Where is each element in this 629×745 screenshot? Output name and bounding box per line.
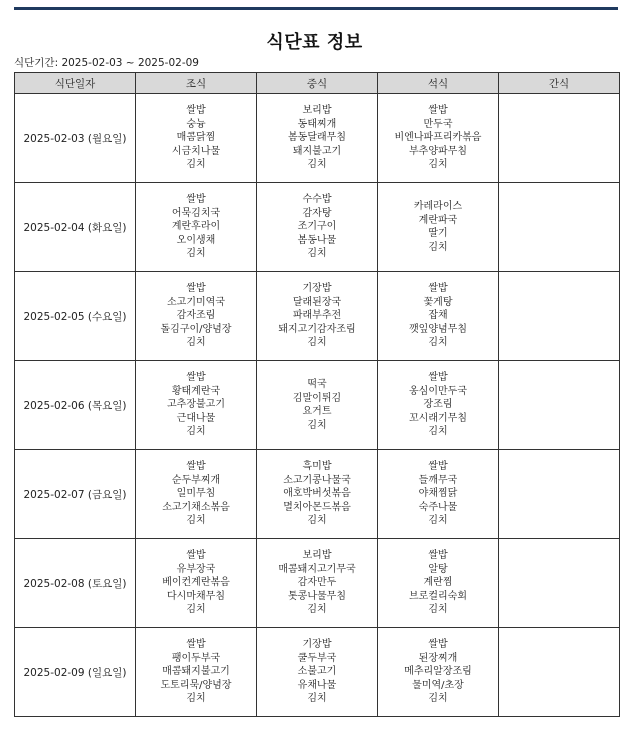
menu-item: 동태찌개	[297, 118, 337, 130]
snack-cell	[499, 361, 620, 450]
menu-item: 야채찜닭	[418, 488, 458, 500]
menu-item: 매콤돼지불고기	[162, 666, 230, 678]
breakfast-cell	[136, 272, 257, 361]
menu-item: 톳콩나물무침	[288, 590, 346, 602]
meal-table	[14, 72, 620, 717]
menu-item: 김치	[428, 159, 448, 171]
menu-item: 떡국	[307, 379, 327, 390]
menu-item: 기장밥	[302, 283, 332, 295]
menu-item: 김치	[428, 515, 448, 527]
menu-item: 근대나물	[176, 412, 216, 424]
menu-item: 김치	[307, 515, 327, 527]
menu-item: 김치	[186, 426, 206, 438]
menu-item: 알탕	[428, 563, 448, 575]
dinner-cell	[378, 450, 499, 539]
menu-item: 김치	[428, 337, 448, 349]
menu-item: 매콤돼지고기무국	[278, 563, 356, 575]
menu-item: 꽃게탕	[423, 296, 453, 308]
table-row	[15, 361, 620, 450]
menu-item: 소고기미역국	[167, 296, 225, 308]
top-rule	[14, 7, 618, 10]
date-cell: 2025-02-06 (목요일)	[15, 361, 136, 450]
menu-item: 요거트	[302, 406, 332, 417]
menu-item: 장조림	[423, 399, 453, 411]
menu-item: 수수밥	[302, 194, 332, 206]
menu-item: 꼬시래기무침	[409, 412, 467, 424]
menu-item: 도토리묵/양념장	[160, 679, 232, 691]
menu-item: 김치	[307, 419, 327, 431]
menu-item: 쌀밥	[186, 194, 206, 206]
menu-item: 매콤닭찜	[176, 132, 216, 144]
lunch-cell	[257, 183, 378, 272]
date-cell: 2025-02-07 (금요일)	[15, 450, 136, 539]
menu-item: 김치	[307, 693, 327, 705]
lunch-cell	[257, 628, 378, 717]
breakfast-cell	[136, 450, 257, 539]
breakfast-cell	[136, 94, 257, 183]
table-row	[15, 539, 620, 628]
table-row	[15, 450, 620, 539]
dinner-cell	[378, 94, 499, 183]
menu-item: 일미무침	[176, 488, 216, 500]
menu-item: 깻잎양념무침	[409, 323, 467, 335]
menu-item: 부추양파무침	[409, 145, 467, 157]
menu-item: 유채나물	[297, 679, 337, 691]
menu-item: 들깨무국	[418, 474, 458, 486]
menu-item: 딸기	[428, 228, 448, 239]
menu-item: 소고기콩나물국	[283, 474, 351, 486]
menu-item: 계란찜	[423, 577, 453, 589]
menu-item: 돼지불고기	[292, 145, 342, 157]
lunch-cell	[257, 450, 378, 539]
menu-item: 감자만두	[297, 577, 337, 589]
menu-item: 황태계란국	[171, 385, 221, 397]
table-row	[15, 183, 620, 272]
menu-item: 김치	[307, 337, 327, 349]
menu-item: 김치	[307, 159, 327, 171]
menu-item: 쌀밥	[428, 639, 448, 651]
date-cell: 2025-02-05 (수요일)	[15, 272, 136, 361]
menu-item: 조기구이	[297, 221, 337, 233]
dinner-cell	[378, 183, 499, 272]
menu-item: 돼지고기감자조림	[278, 323, 356, 335]
menu-item: 비엔나파프리카볶음	[394, 132, 482, 144]
menu-item: 김치	[186, 337, 206, 349]
lunch-cell	[257, 361, 378, 450]
snack-cell	[499, 272, 620, 361]
menu-item: 흑미밥	[302, 461, 332, 473]
menu-item: 숭늉	[186, 118, 206, 130]
header-date: 식단일자	[15, 73, 136, 94]
menu-item: 팽이두부국	[171, 652, 221, 664]
breakfast-cell	[136, 539, 257, 628]
snack-cell	[499, 183, 620, 272]
menu-item: 기장밥	[302, 639, 332, 651]
date-cell: 2025-02-09 (일요일)	[15, 628, 136, 717]
menu-item: 시금치나물	[171, 145, 221, 157]
menu-item: 쌀밥	[186, 105, 206, 117]
breakfast-cell	[136, 183, 257, 272]
menu-item: 베이컨계란볶음	[162, 577, 230, 589]
menu-item: 된장찌개	[418, 652, 458, 664]
menu-item: 쌀밥	[186, 550, 206, 562]
lunch-cell	[257, 539, 378, 628]
menu-item: 숙주나물	[418, 501, 458, 513]
menu-item: 쌀밥	[428, 461, 448, 473]
menu-item: 김치	[428, 426, 448, 438]
table-body	[15, 94, 620, 717]
menu-item: 메추리알장조림	[404, 666, 472, 678]
menu-item: 보리밥	[302, 550, 332, 562]
menu-item: 김치	[428, 693, 448, 705]
dinner-cell	[378, 628, 499, 717]
header-snack: 간식	[499, 73, 620, 94]
menu-item: 쌀밥	[186, 372, 206, 384]
table-row	[15, 628, 620, 717]
meal-period: 식단기간: 2025-02-03 ~ 2025-02-09	[14, 57, 199, 69]
menu-item: 소고기채소볶음	[162, 501, 230, 513]
snack-cell	[499, 94, 620, 183]
menu-item: 김치	[428, 604, 448, 616]
dinner-cell	[378, 539, 499, 628]
menu-item: 봄동달래무침	[288, 132, 346, 144]
table-row	[15, 94, 620, 183]
menu-item: 계란파국	[418, 214, 458, 226]
breakfast-cell	[136, 628, 257, 717]
menu-item: 다시마채무침	[167, 590, 225, 602]
table-header-row	[15, 73, 620, 94]
header-lunch: 중식	[257, 73, 378, 94]
table-row	[15, 272, 620, 361]
breakfast-cell	[136, 361, 257, 450]
menu-item: 오이생채	[176, 234, 216, 246]
menu-item: 쌀밥	[428, 283, 448, 295]
menu-item: 봄동나물	[297, 234, 337, 246]
menu-item: 브로컬리숙회	[409, 590, 467, 602]
date-cell: 2025-02-08 (토요일)	[15, 539, 136, 628]
menu-item: 유부장국	[176, 563, 216, 575]
menu-item: 돌김구이/양념장	[160, 323, 232, 335]
menu-item: 고추장불고기	[167, 399, 225, 411]
menu-item: 김치	[307, 604, 327, 616]
menu-item: 김치	[186, 248, 206, 260]
menu-item: 옹심이만두국	[409, 385, 467, 397]
menu-item: 감자탕	[302, 207, 332, 219]
menu-item: 김치	[186, 693, 206, 705]
menu-item: 파래부추전	[292, 310, 342, 322]
date-cell: 2025-02-04 (화요일)	[15, 183, 136, 272]
menu-item: 김말이튀김	[292, 392, 342, 404]
snack-cell	[499, 539, 620, 628]
menu-item: 카레라이스	[413, 201, 463, 212]
menu-item: 감자조림	[176, 310, 216, 322]
menu-item: 김치	[186, 159, 206, 171]
lunch-cell	[257, 272, 378, 361]
menu-item: 김치	[307, 248, 327, 260]
dinner-cell	[378, 272, 499, 361]
menu-item: 어묵김치국	[171, 207, 221, 219]
menu-item: 쌀밥	[186, 639, 206, 651]
header-breakfast: 조식	[136, 73, 257, 94]
snack-cell	[499, 450, 620, 539]
date-cell: 2025-02-03 (월요일)	[15, 94, 136, 183]
menu-item: 쿨두부국	[297, 652, 337, 664]
menu-item: 김치	[186, 515, 206, 527]
menu-item: 물미역/초장	[412, 679, 464, 691]
menu-item: 애호박버섯볶음	[283, 488, 351, 500]
menu-item: 계란후라이	[171, 221, 221, 233]
menu-item: 보리밥	[302, 105, 332, 117]
menu-item: 달래된장국	[292, 296, 342, 308]
menu-item: 순두부찌개	[171, 474, 221, 486]
menu-item: 쌀밥	[428, 105, 448, 117]
menu-item: 멸치아몬드볶음	[283, 501, 351, 513]
lunch-cell	[257, 94, 378, 183]
snack-cell	[499, 628, 620, 717]
menu-item: 쌀밥	[428, 550, 448, 562]
menu-item: 쌀밥	[428, 372, 448, 384]
header-dinner: 석식	[378, 73, 499, 94]
page-title: 식단표 정보	[266, 32, 363, 53]
menu-item: 쌀밥	[186, 461, 206, 473]
dinner-cell	[378, 361, 499, 450]
menu-item: 쌀밥	[186, 283, 206, 295]
menu-item: 만두국	[423, 118, 453, 130]
menu-item: 소불고기	[297, 666, 337, 678]
menu-item: 김치	[186, 604, 206, 616]
menu-item: 잡채	[428, 310, 448, 322]
menu-item: 김치	[428, 241, 448, 253]
